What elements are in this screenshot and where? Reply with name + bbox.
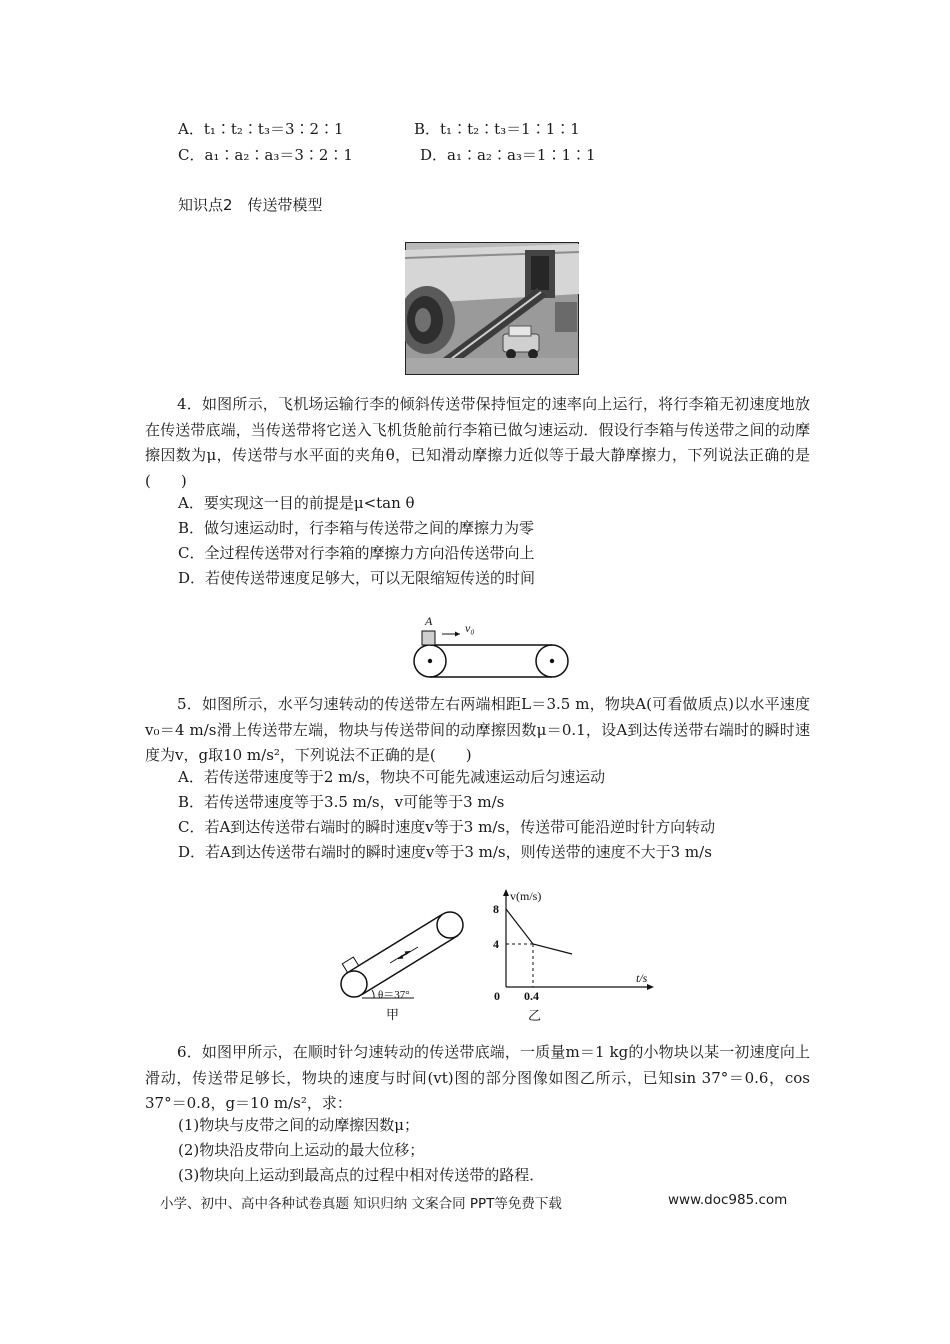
q5-option-a: A．若传送带速度等于2 m/s，物块不可能先减速运动后匀速运动: [178, 768, 606, 786]
horizontal-conveyor-diagram: [405, 612, 577, 682]
q4-option-b: B．做匀速运动时，行李箱与传送带之间的摩擦力为零: [178, 519, 535, 537]
q5-option-b: B．若传送带速度等于3.5 m/s，v可能等于3 m/s: [178, 793, 505, 811]
angle-label: θ＝37°: [378, 989, 410, 1001]
block-a: [422, 631, 435, 645]
q5-option-c: C．若A到达传送带右端时的瞬时速度v等于3 m/s，传送带可能沿逆时针方向转动: [178, 818, 716, 836]
section-heading: 知识点2 传送带模型: [178, 196, 323, 214]
q4-option-c: C．全过程传送带对行李箱的摩擦力方向沿传送带向上: [178, 544, 535, 562]
q6-part-2: (2)物块沿皮带向上运动的最大位移；: [178, 1141, 425, 1159]
q6-part-3: (3)物块向上运动到最高点的过程中相对传送带的路程．: [178, 1166, 545, 1184]
inclined-conveyor-diagram: [334, 906, 470, 1024]
q4-stem: 4．如图所示，飞机场运输行李的倾斜传送带保持恒定的速率向上运行，将行李箱无初速度地放在传送带底端，当传送带将它送入飞机货舱前行李箱已做匀速运动．假设行李箱与传送带之间的动摩擦因数为μ，传送带与水平面的夹角θ，已知滑动摩擦力近似等于最大静摩擦力，下列说法正确的是( ): [145, 395, 810, 490]
vt-line: [506, 909, 572, 954]
footer-url[interactable]: www.doc985.com: [668, 1192, 788, 1208]
label-a: A: [425, 614, 433, 628]
q4-option-d: D．若使传送带速度足够大，可以无限缩短传送的时间: [178, 569, 536, 587]
y-tick-8: 8: [493, 902, 499, 916]
figure-caption-yi: 乙: [528, 1008, 542, 1023]
y-axis-label: v(m/s): [510, 889, 542, 903]
q4-option-a: A．要实现这一目的前提是μ<tan θ: [178, 494, 415, 512]
q6-part-1: (1)物块与皮带之间的动摩擦因数μ；: [178, 1116, 419, 1134]
q5-option-d: D．若A到达传送带右端时的瞬时速度v等于3 m/s，则传送带的速度不大于3 m/s: [178, 843, 712, 861]
footer-text: 小学、初中、高中各种试卷真题 知识归纳 文案合同 PPT等免费下载: [160, 1196, 562, 1212]
q3-option-b: B．t₁∶t₂∶t₃＝1∶1∶1: [414, 120, 580, 138]
figure-caption-jia: 甲: [386, 1007, 400, 1022]
q6-stem: 6．如图甲所示，在顺时针匀速转动的传送带底端，一质量m＝1 kg的小物块以某一初速度向上滑动，传送带足够长，物块的速度与时间(vt)图的部分图像如图乙所示，已知sin 37°＝0.6，cos 37°＝0.8，g＝10 m/s²，求：: [145, 1043, 810, 1112]
origin-label: 0: [494, 989, 500, 1003]
q3-option-c: C．a₁∶a₂∶a₃＝3∶2∶1: [178, 146, 353, 164]
airport-conveyor-photo: [405, 242, 579, 375]
y-tick-4: 4: [493, 937, 499, 951]
q3-option-d: D．a₁∶a₂∶a₃＝1∶1∶1: [420, 146, 596, 164]
x-axis-label: t/s: [636, 971, 648, 985]
vt-graph: [486, 886, 656, 1024]
q3-option-a: A．t₁∶t₂∶t₃＝3∶2∶1: [178, 120, 344, 138]
x-tick-0.4: 0.4: [524, 989, 539, 1003]
label-v0: v₀: [465, 621, 475, 635]
q5-stem: 5．如图所示，水平匀速转动的传送带左右两端相距L＝3.5 m，物块A(可看做质点)以水平速度v₀＝4 m/s滑上传送带左端，物块与传送带间的动摩擦因数μ＝0.1，设A到达传送带右端时的瞬时速度为v，g取10 m/s²，下列说法不正确的是( ): [145, 695, 810, 764]
